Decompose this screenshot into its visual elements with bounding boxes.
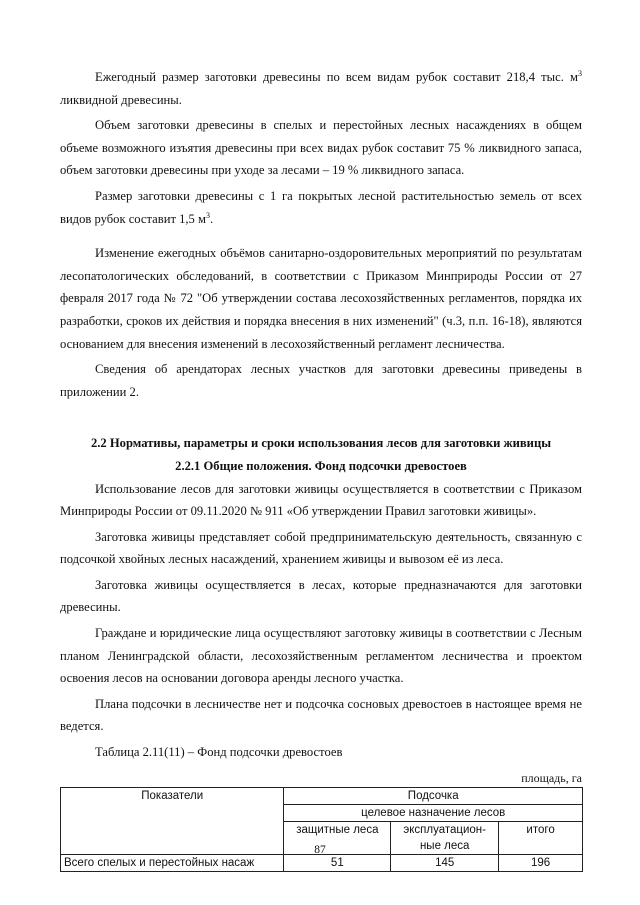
paragraph-harvest-volume: Объем заготовки древесины в спелых и перестойных лесных насаждениях в общем объеме возможного изъятия древесины при всех видах рубок составит 75 % ликвидного запаса, объем заготовки древесины при уходе за лесами – 19 % ликвидного запаса. <box>60 118 582 178</box>
header-total: итого <box>499 821 583 854</box>
paragraph-harvest-per-hectare: Размер заготовки древесины с 1 га покрытых лесной растительностью земель от всех видов рубок составит 1,5 $м^3$. <box>60 188 582 226</box>
paragraph-resin-usage: Использование лесов для заготовки живицы осуществляется в соответствии с Приказом Минприроды России от 09.11.2020 № 911 «Об утверждении Правил заготовки живицы». <box>60 481 582 519</box>
table-caption: Таблица 2.11(11) – Фонд подсочки древостоев <box>95 745 343 760</box>
paragraph-resin-entities: Граждане и юридические лица осуществляют заготовку живицы в соответствии с Лесным планом Ленинградской области, лесохозяйственным регламентом лесничества и проектом освоения лесов на основании договора аренды лесного участка. <box>60 626 582 686</box>
header-tapping: Подсочка <box>284 787 583 804</box>
subsection-heading: 2.2.1 Общие положения. Фонд подсочки древостоев <box>175 458 467 473</box>
table-header-row <box>61 787 583 804</box>
paragraph-tenants: Сведения об арендаторах лесных участков для заготовки древесины приведены в приложении 2. <box>60 362 582 399</box>
paragraph-resin-definition: Заготовка живицы представляет собой предпринимательскую деятельность, связанную с подсочкой хвойных лесных насаждений, хранением живицы и вывозом её из леса. <box>60 529 582 567</box>
document-page <box>60 66 582 872</box>
paragraph-resin-forests: Заготовка живицы осуществляется в лесах, которые предназначаются для заготовки древесины. <box>60 577 582 615</box>
header-protective-forests: защитные леса <box>284 821 391 854</box>
tapping-fund-table <box>60 787 583 872</box>
section-heading: 2.2 Нормативы, параметры и сроки использования лесов для заготовки живицы <box>90 436 552 451</box>
superscript-cubic: 3 <box>578 69 582 78</box>
header-exploitation-forests: эксплуатацион-ные леса <box>391 821 499 854</box>
paragraph-tapping-plan: Плана подсочки в лесничестве нет и подсочка сосновых древостоев в настоящее время не ведется. <box>60 696 582 734</box>
cell-total: 196 <box>499 854 583 871</box>
table-units: площадь, га <box>521 770 582 785</box>
cell-exploitation: 145 <box>391 854 499 871</box>
header-forest-purpose: целевое назначение лесов <box>284 804 583 821</box>
header-indicator: Показатели <box>61 787 284 854</box>
superscript-cubic: 3 <box>205 210 210 220</box>
row-label: Всего спелых и перестойных насаж <box>61 854 284 871</box>
page-number: 87 <box>314 844 326 856</box>
cell-protective: 51 <box>284 854 391 871</box>
paragraph-sanitary-changes: Изменение ежегодных объёмов санитарно-оздоровительных мероприятий по результатам лесопатологических обследований, в соответствии с Приказом Минприроды России от 27 февраля 2017 года № 72 "Об утверждении состава лесохозяйственных регламентов, порядка их разработки, сроков их действия и порядка внесения в них изменений" (ч.3, п.п. 16-18), являются основанием для внесения изменений в лесохозяйственный регламент лесничества. <box>60 246 582 351</box>
paragraph-annual-harvest: Ежегодный размер заготовки древесины по всем видам рубок составит 218,4 тыс. $м^3$ ликвидной древесины. <box>60 69 582 107</box>
